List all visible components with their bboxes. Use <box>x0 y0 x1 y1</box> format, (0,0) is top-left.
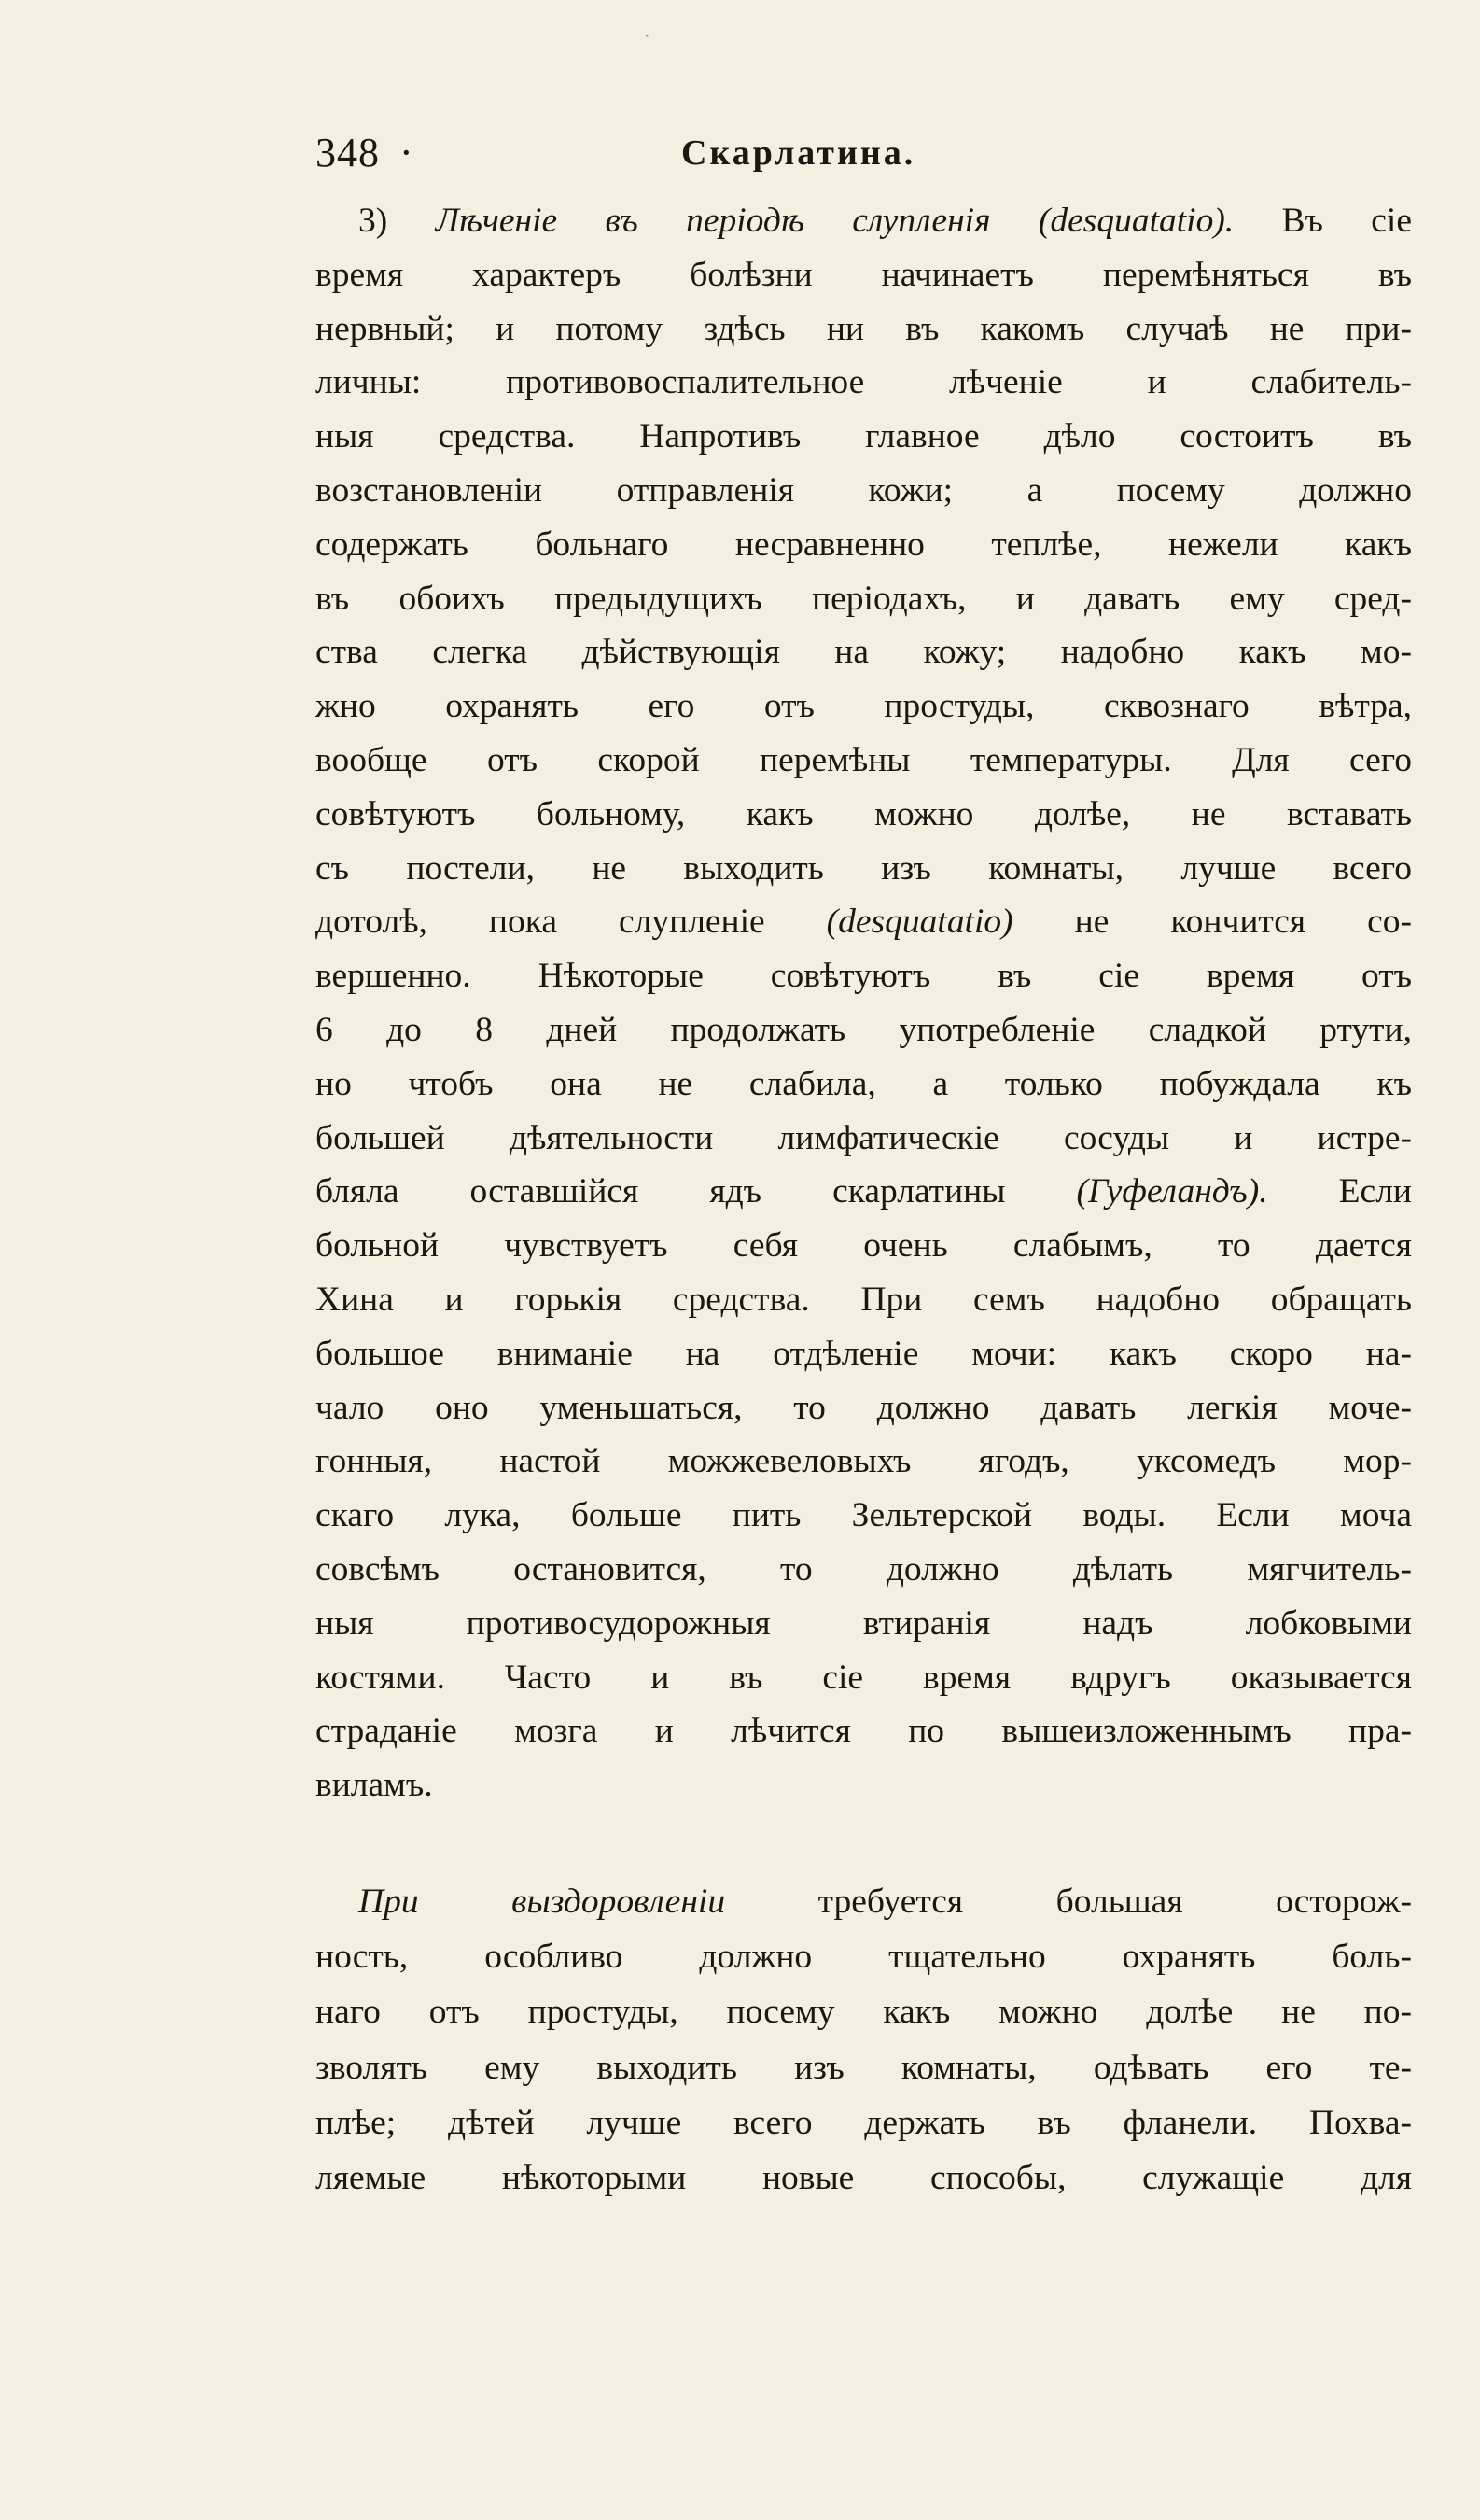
text-line: съ постели, не выходить изъ комнаты, лучше всего <box>315 848 1412 888</box>
text-line: наго отъ простуды, посему какъ можно долѣе не по- <box>315 1993 1412 2032</box>
text-line: большое вниманіе на отдѣленіе мочи: какъ скоро на- <box>315 1334 1412 1373</box>
italic-fragment: (desquatatio) <box>826 903 1013 942</box>
text-line: но чтобъ она не слабила, а только побуждала къ <box>315 1064 1412 1103</box>
text-line: скаго лука, больше пить Зельтерской воды. Если моча <box>315 1496 1412 1535</box>
paragraph-recovery <box>315 1874 1412 2205</box>
page-number: 348 <box>315 130 380 175</box>
text-line: виламъ. <box>315 1766 433 1805</box>
text-line: время характеръ болѣзни начинаетъ перемѣняться въ <box>315 255 1412 294</box>
text-line: совсѣмъ остановится, то должно дѣлать мягчитель- <box>315 1549 1412 1589</box>
text-line: большей дѣятельности лимфатическіе сосуды и истре- <box>315 1118 1412 1157</box>
text-line: больной чувствуетъ себя очень слабымъ, то дается <box>315 1226 1412 1266</box>
text-line: гонныя, настой можжевеловыхъ ягодъ, уксомедъ мор- <box>315 1442 1412 1481</box>
text-line: вообще отъ скорой перемѣны температуры. Для сего <box>315 740 1412 779</box>
text-line: совѣтуютъ больному, какъ можно долѣе, не вставать <box>315 794 1412 833</box>
text-line: нервный; и потому здѣсь ни въ какомъ случаѣ не при- <box>315 309 1412 348</box>
italic-fragment: (Гуфеландъ). <box>1076 1172 1268 1211</box>
running-head: Скарлатина. <box>681 133 916 173</box>
text-line: 6 до 8 дней продолжать употребленіе сладкой ртути, <box>315 1010 1412 1049</box>
text-line: плѣе; дѣтей лучше всего держать въ фланели. Похва- <box>315 2103 1412 2142</box>
text-fragment: не кончится со- <box>1012 903 1412 942</box>
text-line <box>315 194 1412 248</box>
text-line: ляемые нѣкоторыми новые способы, служащіе для <box>315 2158 1412 2197</box>
text-fragment: Въ сіе <box>1234 202 1412 240</box>
text-line: возстановленіи отправленія кожи; а посему должно <box>315 470 1412 510</box>
text-fragment: требуется большая осторож- <box>725 1883 1412 1921</box>
text-line: личны: противовоспалительное лѣченіе и слабитель- <box>315 363 1412 402</box>
text-line: въ обоихъ предыдущихъ періодахъ, и давать ему сред- <box>315 579 1412 618</box>
italic-fragment: Лѣченіе въ періодѣ слупленія (desquatatio). <box>435 202 1235 240</box>
italic-fragment: При выздоровленіи <box>358 1883 726 1921</box>
text-line: ныя противосудорожныя втиранія надъ лобковыми <box>315 1603 1412 1643</box>
text-line: жно охранять его отъ простуды, сквознаго вѣтра, <box>315 687 1412 726</box>
page-header <box>315 129 1412 194</box>
text-line: зволять ему выходить изъ комнаты, одѣвать его те- <box>315 2048 1412 2087</box>
text-fragment: 3) <box>358 202 436 240</box>
page-number-dot: · <box>399 130 413 175</box>
text-line <box>315 895 1412 949</box>
paragraph-treatment-desquamation <box>315 194 1412 1813</box>
text-line: страданіе мозга и лѣчится по вышеизложеннымъ пра- <box>315 1712 1412 1751</box>
text-fragment: Если <box>1267 1172 1412 1211</box>
text-line: ность, особливо должно тщательно охранять боль- <box>315 1938 1412 1977</box>
text-line: чало оно уменьшаться, то должно давать легкія моче- <box>315 1388 1412 1427</box>
text-line: костями. Часто и въ сіе время вдругъ оказывается <box>315 1658 1412 1697</box>
text-line <box>315 1165 1412 1219</box>
text-line: вершенно. Нѣкоторые совѣтуютъ въ сіе время отъ <box>315 957 1412 996</box>
text-line: содержать больнаго несравненно теплѣе, нежели какъ <box>315 525 1412 564</box>
text-fragment: бляла оставшійся ядъ скарлатины <box>315 1172 1077 1211</box>
text-fragment: дотолѣ, пока слупленіе <box>315 903 827 942</box>
text-line: Хина и горькія средства. При семъ надобно обращать <box>315 1280 1412 1319</box>
text-line: ныя средства. Напротивъ главное дѣло состоитъ въ <box>315 417 1412 456</box>
text-line <box>315 1874 1412 1929</box>
text-line: ства слегка дѣйствующія на кожу; надобно какъ мо- <box>315 633 1412 672</box>
print-speck: · <box>644 26 650 47</box>
